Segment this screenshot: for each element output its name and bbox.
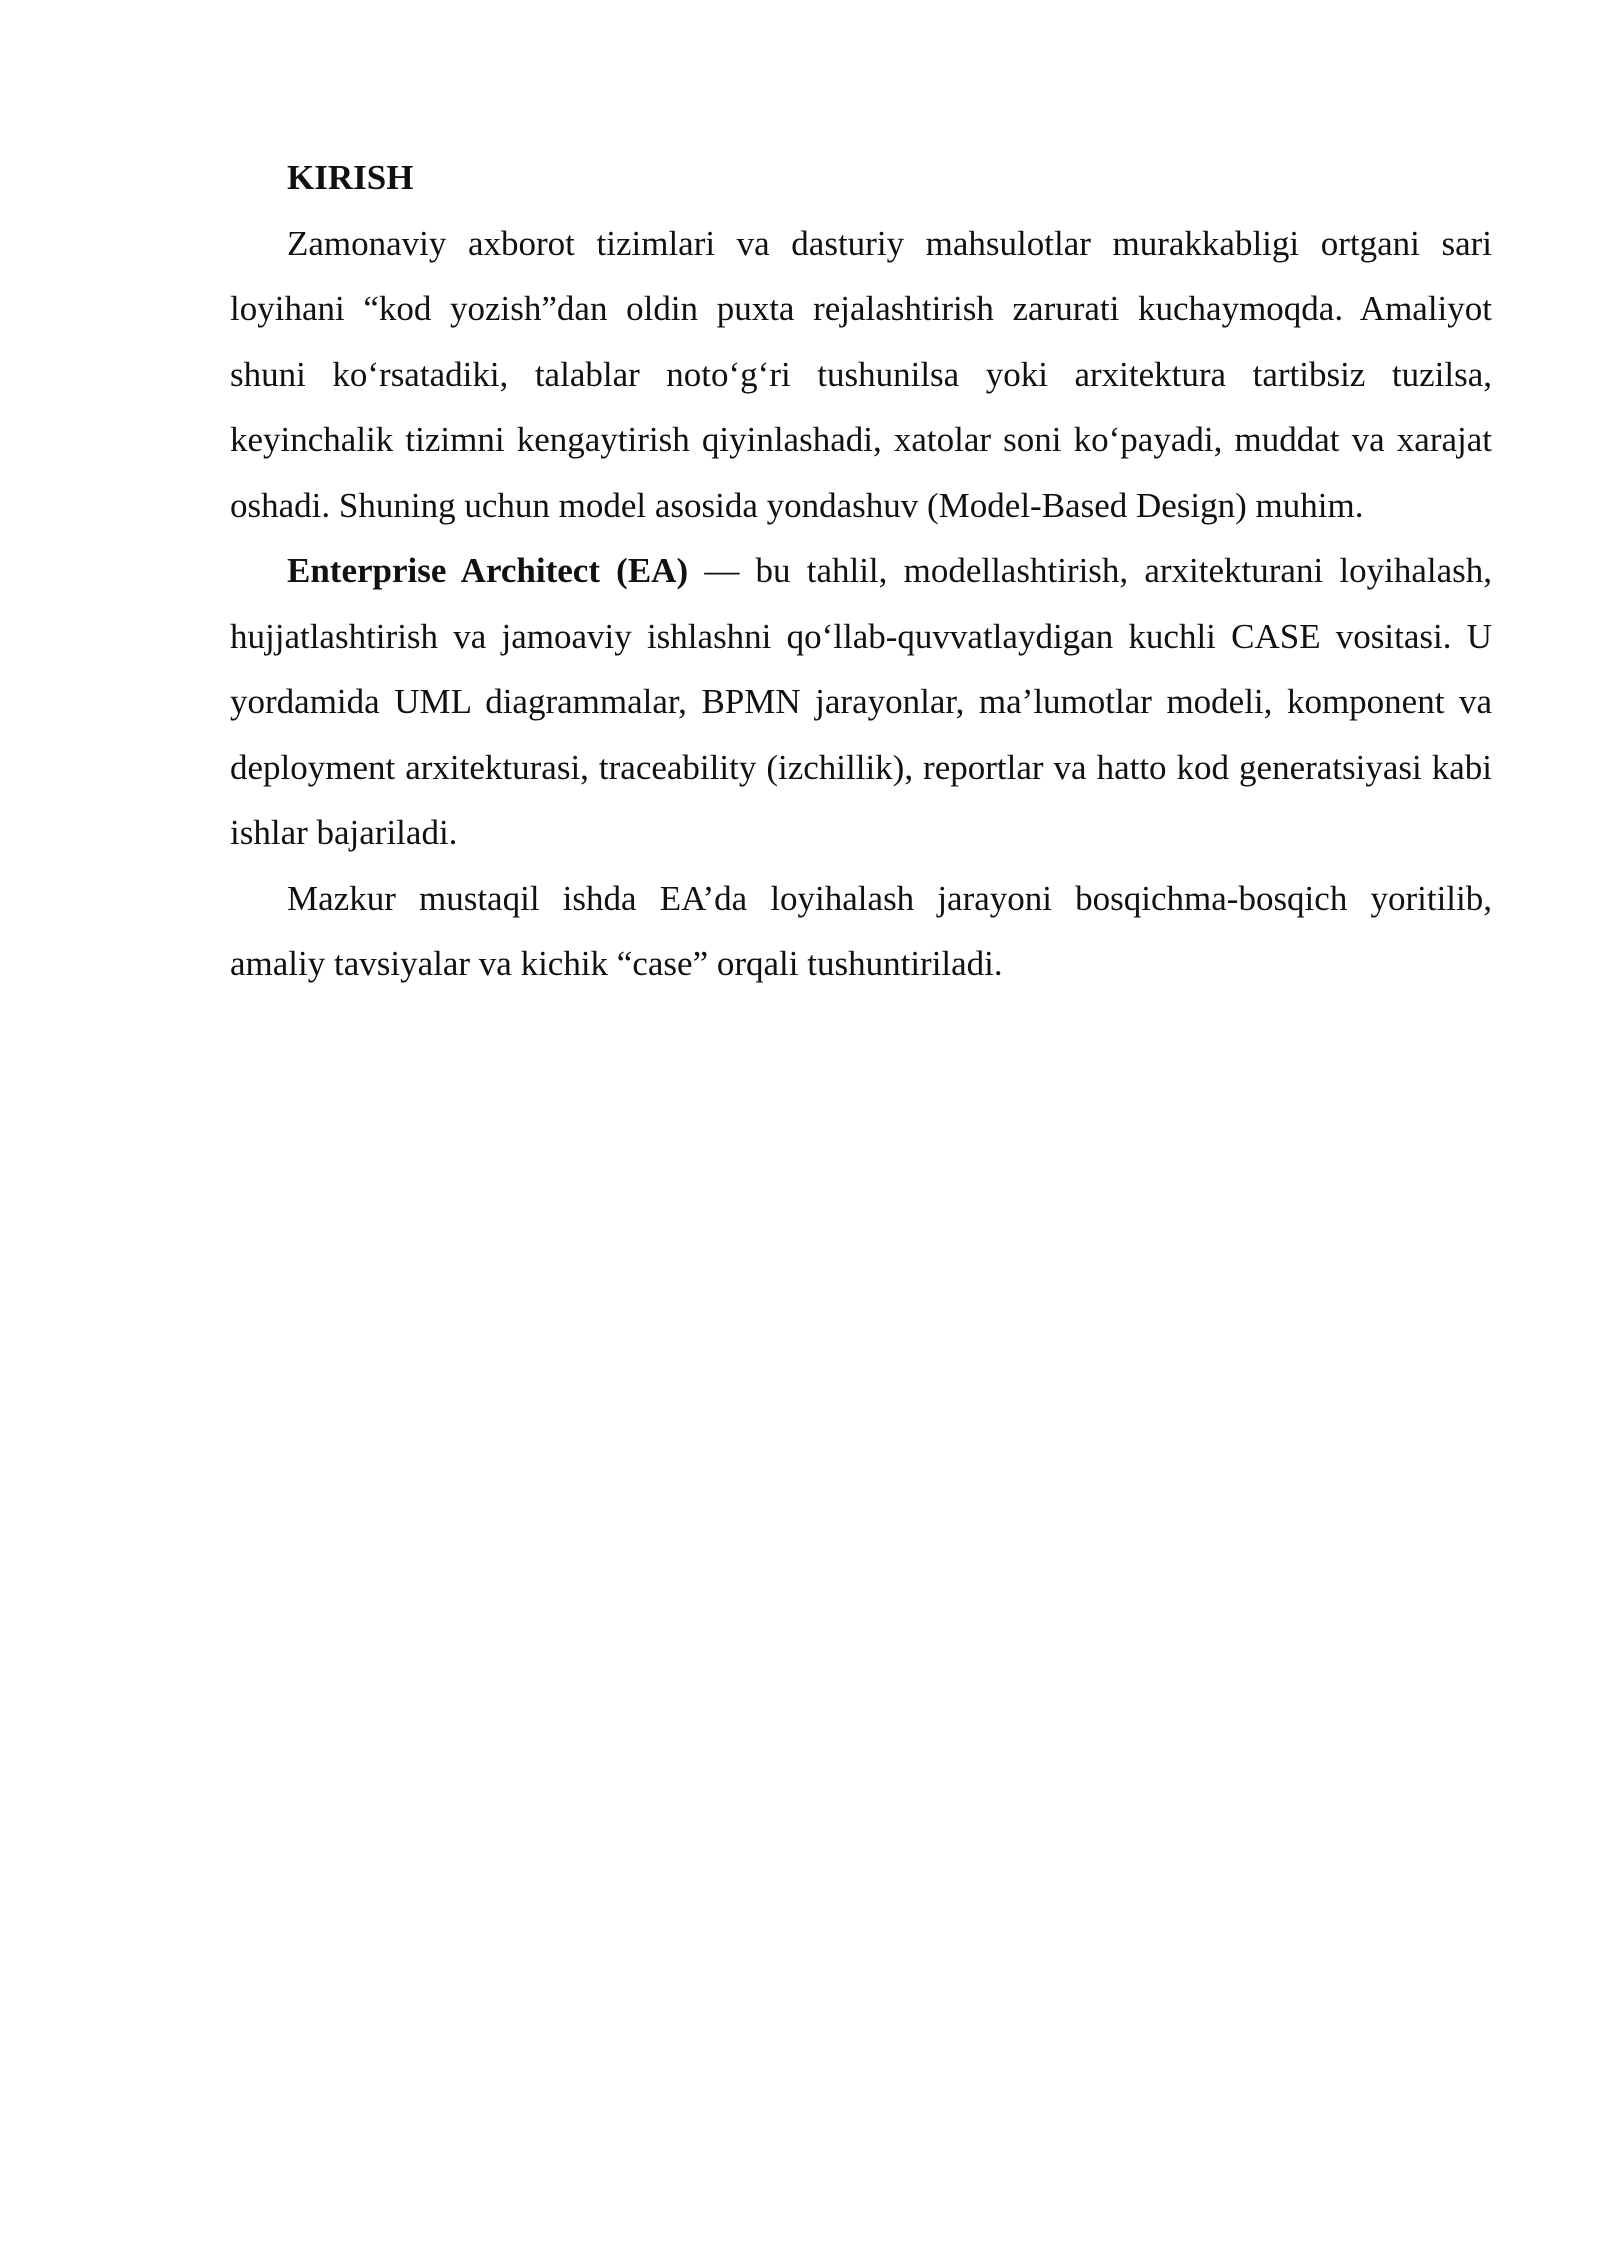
paragraph-text: — bu tahlil, modellashtirish, arxitekturani loyihalash, hujjatlashtirish va jamoaviy ishlashni qo‘llab-quvvatlaydigan kuchli CASE vositasi. U yordamida UML diagrammalar, BPMN jarayonlar, ma’lumotlar modeli, komponent va deployment arxitekturasi, traceability (izchillik), reportlar va hatto kod generatsiyasi kabi ishlar bajariladi. xyxy=(230,551,1492,852)
paragraph-text: Mazkur mustaqil ishda EA’da loyihalash jarayoni bosqichma-bosqich yoritilib, amaliy tavsiyalar va kichik “case” orqali tushuntiriladi. xyxy=(230,878,1492,983)
paragraph-text: Zamonaviy axborot tizimlari va dasturiy mahsulotlar murakkabligi ortgani sari loyihani “kod yozish”dan oldin puxta rejalashtirish zarurati kuchaymoqda. Amaliyot shuni ko‘rsatadiki, talablar noto‘g‘ri tushunilsa yoki arxitektura tartibsiz tuzilsa, keyinchalik tizimni kengaytirish qiyinlashadi, xatolar soni ko‘payadi, muddat va xarajat oshadi. Shuning uchun model asosida yondashuv (Model-Based Design) muhim. xyxy=(230,223,1492,525)
section-heading: KIRISH xyxy=(287,158,414,197)
paragraph-scope xyxy=(230,866,1492,997)
paragraph-lead-term: Enterprise Architect (EA) xyxy=(287,551,689,590)
document-body xyxy=(230,145,1492,997)
paragraph-enterprise-architect xyxy=(230,538,1492,866)
paragraph-intro xyxy=(230,211,1492,539)
